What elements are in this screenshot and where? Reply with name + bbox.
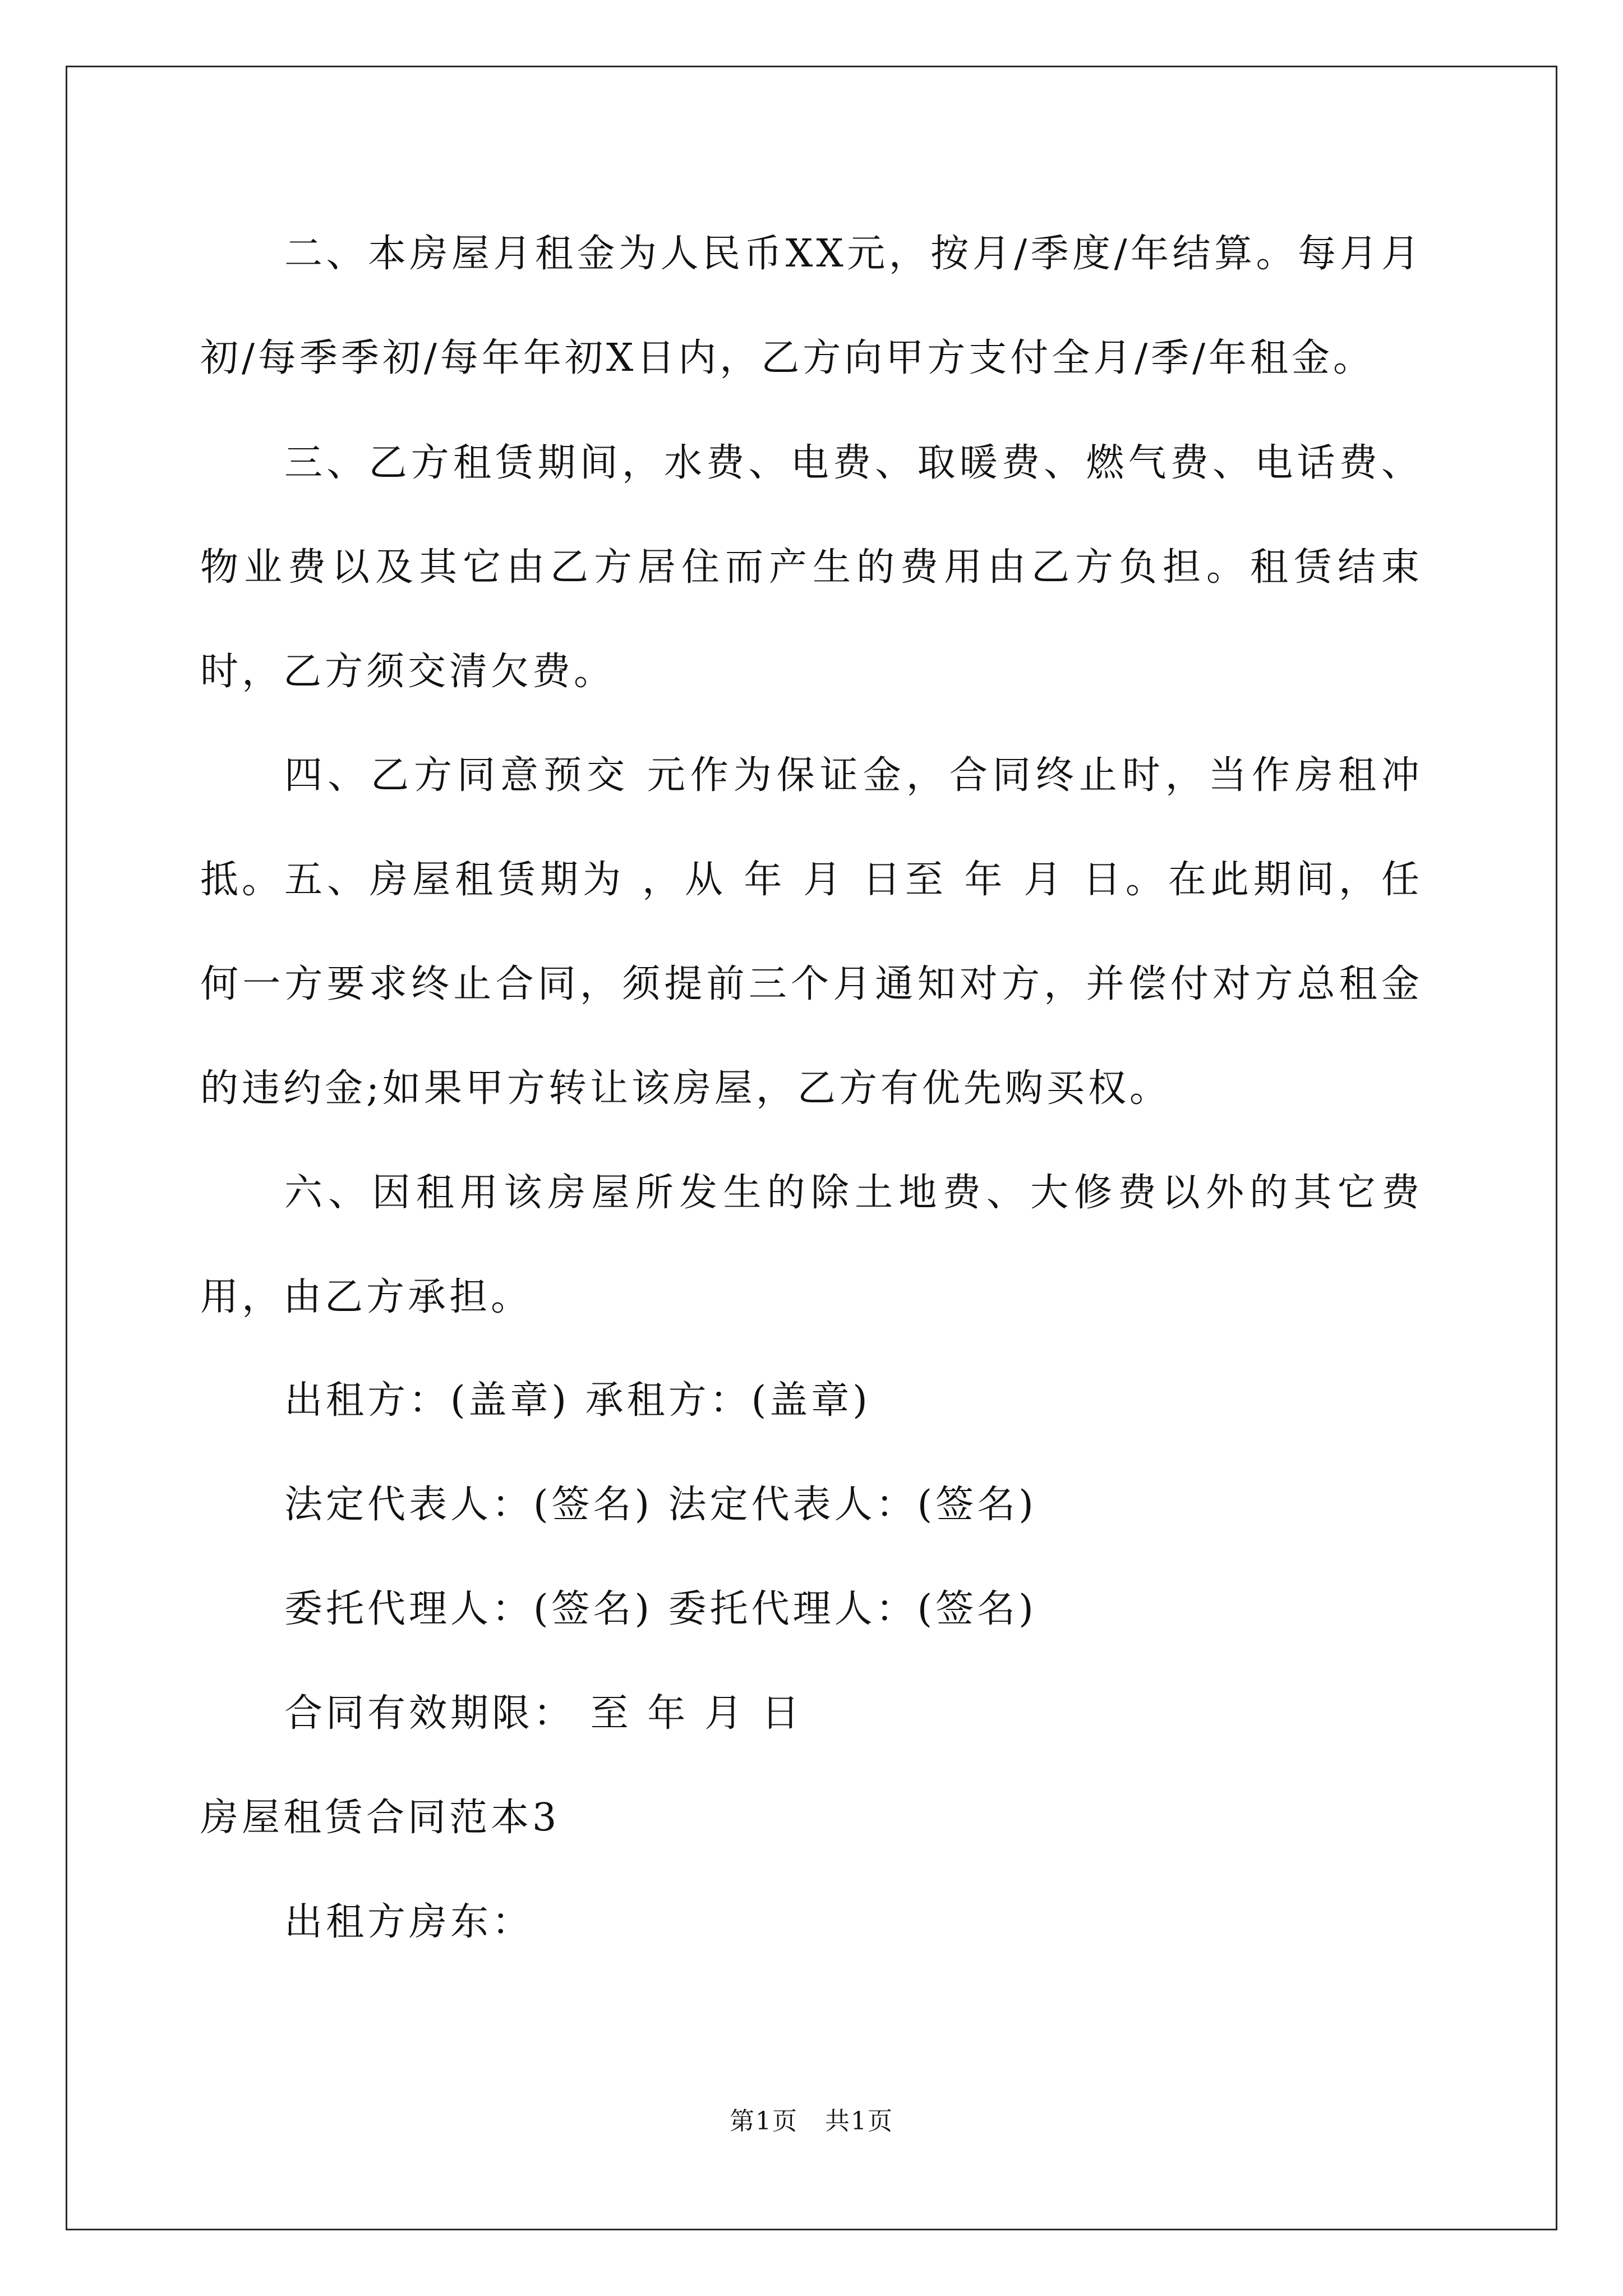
page-number: 第1页	[730, 2107, 798, 2136]
clause-rent: 二、本房屋月租金为人民币XX元，按月/季度/年结算。每月月初/每季季初/每年年初X日内，乙方向甲方支付全月/季/年租金。	[200, 232, 1423, 380]
signature-seal-line: 出租方：(盖章) 承租方：(盖章)	[284, 1378, 871, 1423]
page-total: 共1页	[825, 2107, 893, 2136]
agent-line: 委托代理人：(签名) 委托代理人：(签名)	[284, 1587, 1037, 1631]
page-footer	[0, 2101, 1623, 2137]
landlord-line: 出租方房东：	[284, 1900, 534, 1944]
clause-deposit: 四、乙方同意预交 元作为保证金，合同终止时，当作房租冲抵。	[200, 753, 1423, 902]
validity-line: 合同有效期限： 至 年 月 日	[284, 1691, 803, 1736]
section-title: 房屋租赁合同范本3	[200, 1796, 560, 1840]
legal-rep-line: 法定代表人：(签名) 法定代表人：(签名)	[284, 1483, 1037, 1527]
clause-other-fees: 六、因租用该房屋所发生的除土地费、大修费以外的其它费用，由乙方承担。	[200, 1171, 1423, 1319]
clause-term: 五、房屋租赁期为 ，从 年 月 日至 年 月 日。在此期间，任何一方要求终止合同，须提前三个月通知对方，并偿付对方总租金 的违约金;如果甲方转让该房屋，乙方有优先购买权。	[200, 858, 1423, 1111]
clause-utilities: 三、乙方租赁期间，水费、电费、取暖费、燃气费、电话费、物业费以及其它由乙方居住而产生的费用由乙方负担。租赁结束时，乙方须交清欠费。	[200, 441, 1423, 694]
